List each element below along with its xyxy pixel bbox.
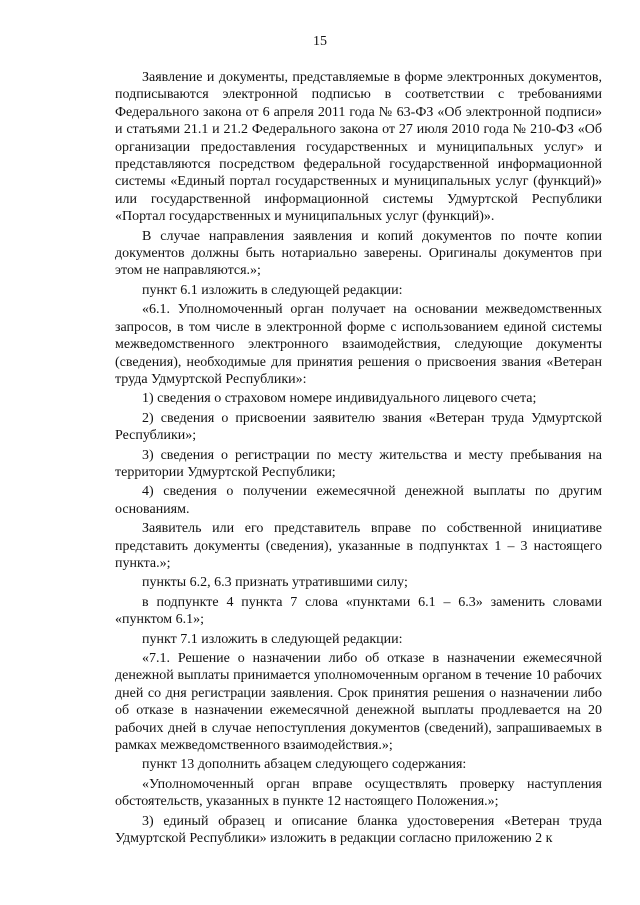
paragraph-applicant-initiative: Заявитель или его представитель вправе по собственной инициативе представить документы (сведения), указанные в подпунктах 1 – 3 настоящего пункта.»; (115, 521, 602, 571)
list-item-4: 4) сведения о получении ежемесячной денежной выплаты по другим основаниям. (115, 484, 602, 517)
paragraph-replace-words: в подпункте 4 пункта 7 слова «пунктами 6.1 – 6.3» заменить словами «пунктом 6.1»; (115, 594, 602, 628)
paragraph-electronic-signature: Заявление и документы, представляемые в форме электронных документов, подписываются электронной подписью в соответствии с требованиями Федерального закона от 6 апреля 2011 года № 63-ФЗ «Об электронной подписи» и статьями 21.1 и 21.2 Федерального закона от 27 июля 2010 года № 210-ФЗ «Об организации предоставления государственных и муниципальных услуг» и представляются посредством федеральной государственной информационной системы «Единый портал государственных и муниципальных услуг (функций)» или государственной информационной системы Удмуртской Республики «Портал государственных и муниципальных услуг (функций)». (115, 70, 602, 225)
list-item-3: 3) сведения о регистрации по месту жительства и месту пребывания на территории Удмуртской Республики; (115, 447, 602, 480)
list-item-1: 1) сведения о страховом номере индивидуального лицевого счета; (142, 391, 537, 407)
paragraph-void-6-2-6-3: пункты 6.2, 6.3 признать утратившими силу; (142, 575, 408, 591)
paragraph-mail-copies: В случае направления заявления и копий документов по почте копии документов должны быть нотариально заверены. Оригиналы документов при этом не направляются.»; (115, 228, 602, 279)
paragraph-verification: «Уполномоченный орган вправе осуществлять проверку наступления обстоятельств, указанных в пункте 12 настоящего Положения.»; (115, 776, 602, 810)
page-number: 15 (313, 34, 327, 49)
document-body (115, 69, 602, 847)
list-item-2: 2) сведения о присвоении заявителю звания «Ветеран труда Удмуртской Республики»; (115, 410, 602, 444)
paragraph-amend-6-1: пункт 6.1 изложить в следующей редакции: (142, 282, 403, 298)
paragraph-certificate-form: 3) единый образец и описание бланка удостоверения «Ветеран труда Удмуртской Республики» изложить в редакции согласно приложению 2 к (115, 813, 602, 847)
paragraph-item-7-1: «7.1. Решение о назначении либо об отказе в назначении ежемесячной денежной выплаты принимается уполномоченным органом в течение 10 рабочих дней со дня регистрации заявления. Срок принятия решения о назначении либо об отказе в назначении ежемесячной денежной выплаты продлевается на 20 рабочих дней в случае непоступления документов (сведений), запрашиваемых в рамках межведомственного взаимодействия.»; (115, 651, 602, 754)
paragraph-amend-7-1: пункт 7.1 изложить в следующей редакции: (142, 631, 403, 647)
paragraph-amend-13: пункт 13 дополнить абзацем следующего содержания: (142, 757, 467, 773)
paragraph-item-6-1: «6.1. Уполномоченный орган получает на основании межведомственных запросов, в том числе в электронной форме с использованием единой системы межведомственного электронного взаимодействия, следующие документы (сведения), необходимые для принятия решения о присвоения звания «Ветеран труда Удмуртской Республики»: (115, 302, 602, 387)
